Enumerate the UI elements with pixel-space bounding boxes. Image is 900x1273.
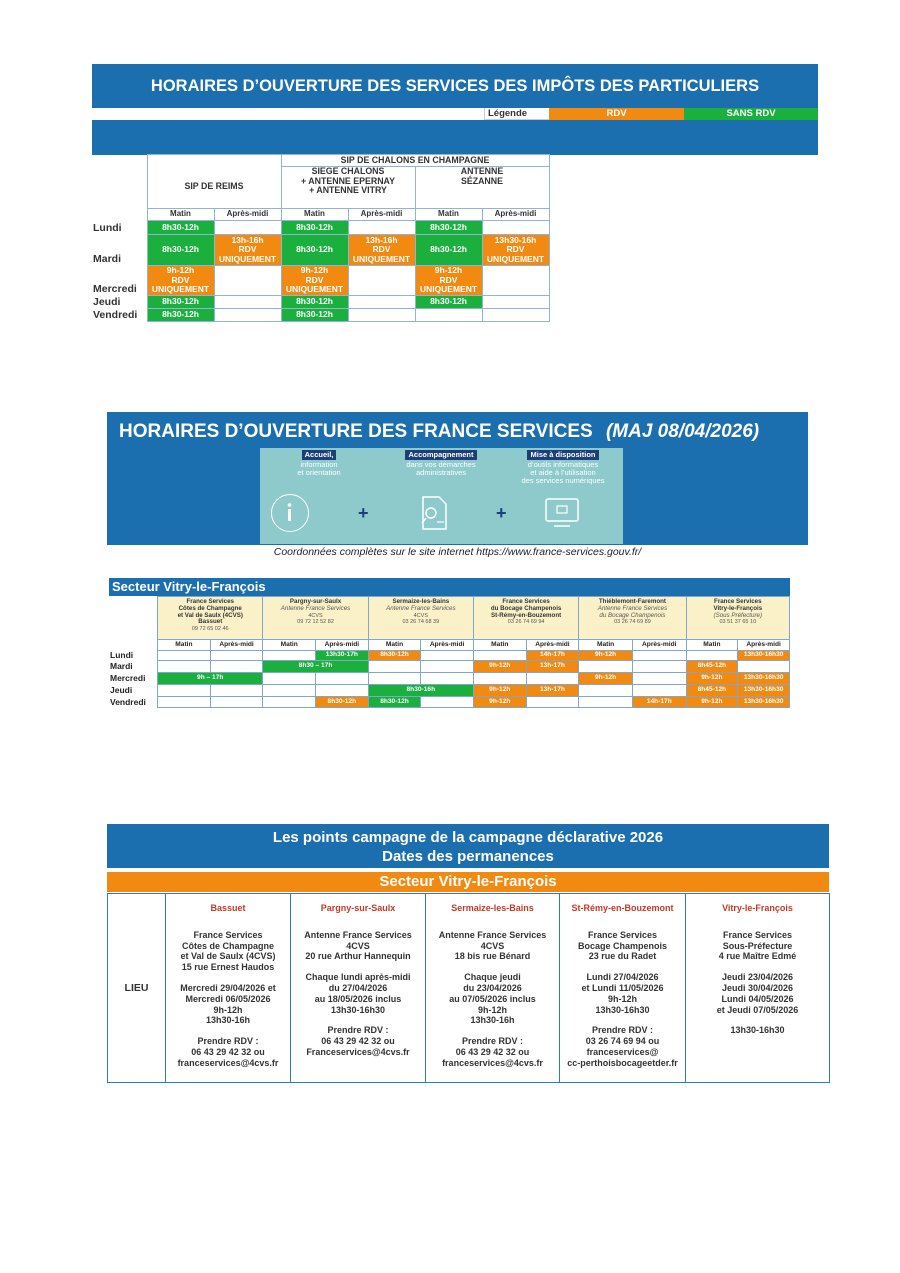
permanence-cell bbox=[166, 894, 291, 1083]
campagne-title: Les points campagne de la campagne déclarative 2026 bbox=[272, 829, 664, 846]
permanence-line: 13h30-16h bbox=[470, 1015, 515, 1026]
matin-header: Matin bbox=[579, 640, 633, 651]
slot-cell-rdv: 13h-17h bbox=[526, 661, 579, 673]
permanence-line: Chaque lundi après-midi bbox=[305, 972, 411, 983]
table-row bbox=[92, 296, 549, 309]
permanence-line: au 07/05/2026 inclus bbox=[449, 993, 536, 1004]
legend-sans-rdv: SANS RDV bbox=[684, 108, 818, 120]
campagne-table bbox=[107, 893, 830, 1083]
permanence-line: Prendre RDV : bbox=[197, 1036, 259, 1047]
siege-chalons-header: SIEGE CHALONS + ANTENNE EPERNAY + ANTENNE VITRY bbox=[281, 167, 415, 209]
slot-cell: 8h30-12h bbox=[368, 697, 421, 708]
permanence-line: 03 26 74 69 94 ou bbox=[585, 1036, 660, 1047]
slot-cell: 8h30-12h bbox=[147, 235, 214, 266]
slot-cell-rdv: 9h-12h bbox=[473, 685, 526, 697]
services-panel bbox=[260, 448, 623, 544]
sip-reims-header: SIP DE REIMS bbox=[147, 167, 281, 209]
centre-header: France Services du Bocage Champenois St-Rémy-en-Bouzemont 03 26 74 69 94 bbox=[473, 597, 578, 640]
info-icon bbox=[271, 494, 309, 532]
spacer bbox=[291, 1015, 425, 1025]
slot-cell-rdv: 9h-12h bbox=[686, 697, 738, 708]
permanence-line: 13h30-16h30 bbox=[330, 1004, 386, 1015]
slot-cell: 8h30-12h bbox=[281, 221, 348, 235]
matin-header: Matin bbox=[158, 640, 211, 651]
maj-date: (MAJ 08/04/2026) bbox=[605, 421, 760, 442]
legend-rdv: RDV bbox=[549, 108, 684, 120]
centre-header: Pargny-sur-Saulx Antenne France Services 4CVS 09 72 12 52 82 bbox=[263, 597, 368, 640]
apres-header: Après-midi bbox=[421, 640, 474, 651]
permanence-line: 20 rue Arthur Hannequin bbox=[305, 951, 411, 962]
town-name: Bassuet bbox=[210, 903, 246, 913]
slot-cell-rdv: 14h-17h bbox=[632, 697, 686, 708]
impots-band bbox=[92, 120, 818, 155]
town-name: Vitry-le-François bbox=[722, 903, 793, 913]
spacer bbox=[291, 962, 425, 972]
permanence-line: Antenne France Services bbox=[438, 929, 547, 940]
permanence-cell bbox=[426, 894, 560, 1083]
permanence-line: 4CVS bbox=[480, 940, 505, 951]
slot-cell-rdv: 9h-12h RDV UNIQUEMENT bbox=[147, 266, 214, 296]
permanence-line: et Jeudi 07/05/2026 bbox=[716, 1004, 799, 1015]
table-row bbox=[109, 697, 790, 708]
slot-cell-rdv: 13h-16h RDV UNIQUEMENT bbox=[214, 235, 281, 266]
antenne-sezanne-header: ANTENNE SÉZANNE bbox=[415, 167, 549, 209]
slot-cell: 8h30-12h bbox=[415, 235, 482, 266]
slot-cell-rdv: 8h30-12h bbox=[368, 651, 421, 661]
day-label: Lundi bbox=[93, 221, 122, 234]
slot-cell-rdv: 9h-12h bbox=[579, 673, 633, 685]
matin-header: Matin bbox=[686, 640, 738, 651]
permanence-line: Bocage Champenois bbox=[577, 940, 668, 951]
slot-cell-rdv: 9h-12h RDV UNIQUEMENT bbox=[281, 266, 348, 296]
slot-cell-rdv: 9h-12h bbox=[579, 651, 633, 661]
permanence-line: cc-perthoisbocageetder.fr bbox=[567, 1057, 678, 1068]
permanence-line: et Lundi 11/05/2026 bbox=[581, 982, 664, 993]
day-label: Jeudi bbox=[93, 295, 121, 308]
apres-header: Après-midi bbox=[214, 209, 281, 221]
spacer bbox=[560, 962, 685, 972]
day-label: Mercredi bbox=[110, 673, 146, 684]
slot-cell-rdv: 13h30-16h30 bbox=[738, 697, 790, 708]
spacer bbox=[560, 1015, 685, 1025]
permanence-line: Jeudi 30/04/2026 bbox=[721, 982, 794, 993]
slot-cell: 13h30-17h bbox=[316, 651, 369, 661]
permanence-line: 06 43 29 42 32 ou bbox=[191, 1046, 265, 1057]
slot-cell-rdv: 9h-12h bbox=[473, 661, 526, 673]
slot-cell-rdv: 13h-16h RDV UNIQUEMENT bbox=[348, 235, 415, 266]
day-label: Jeudi bbox=[110, 685, 133, 696]
slot-cell: 8h30-12h bbox=[147, 309, 214, 322]
apres-header: Après-midi bbox=[316, 640, 369, 651]
day-label: Mardi bbox=[110, 661, 133, 672]
centre-header: Thiéblemont-Faremont Antenne France Services du Bocage Champenois 03 26 74 69 89 bbox=[579, 597, 686, 640]
sip-chalons-header: SIP DE CHALONS EN CHAMPAGNE bbox=[281, 155, 549, 167]
matin-header: Matin bbox=[263, 640, 316, 651]
permanence-line: France Services bbox=[587, 929, 658, 940]
town-name: St-Rémy-en-Bouzemont bbox=[571, 903, 674, 913]
slot-cell-rdv: 8h30-12h bbox=[316, 697, 369, 708]
slot-cell: 8h30-12h bbox=[415, 296, 482, 309]
permanence-line: et Val de Saulx (4CVS) bbox=[180, 951, 276, 962]
day-label: Mardi bbox=[93, 252, 122, 265]
apres-header: Après-midi bbox=[738, 640, 790, 651]
permanence-line: Antenne France Services bbox=[304, 929, 412, 940]
permanence-line: 06 43 29 42 32 ou bbox=[321, 1036, 395, 1047]
slot-cell-rdv: 13h30-16h30 bbox=[738, 651, 790, 661]
feature-accompagnement: Accompagnement dans vos démarches administratives bbox=[406, 450, 476, 477]
spacer bbox=[686, 1015, 829, 1025]
permanence-line: France Services bbox=[193, 929, 263, 940]
table-row bbox=[92, 266, 549, 296]
centre-header: Sermaize-les-Bains Antenne France Services 4CVS 03 26 74 68 39 bbox=[368, 597, 473, 640]
permanence-line: 23 rue du Radet bbox=[588, 951, 657, 962]
impots-title-banner bbox=[92, 64, 818, 108]
table-row bbox=[92, 235, 549, 266]
table-row bbox=[108, 894, 830, 1083]
matin-header: Matin bbox=[147, 209, 214, 221]
permanence-line: France Services bbox=[722, 929, 793, 940]
matin-header: Matin bbox=[281, 209, 348, 221]
permanence-line: franceservices@4cvs.fr bbox=[177, 1057, 279, 1068]
permanence-line: Jeudi 23/04/2026 bbox=[721, 972, 794, 983]
spacer bbox=[166, 973, 290, 983]
permanence-line: 4CVS bbox=[346, 940, 370, 951]
permanence-line: Prendre RDV : bbox=[461, 1036, 523, 1047]
permanence-line: 13h30-16h30 bbox=[595, 1004, 650, 1015]
permanence-line: 13h30-16h bbox=[205, 1015, 251, 1026]
permanence-cell bbox=[291, 894, 426, 1083]
permanence-line: 4 rue Maître Edmé bbox=[718, 951, 797, 962]
apres-header: Après-midi bbox=[482, 209, 549, 221]
permanence-line: 13h30-16h30 bbox=[730, 1025, 785, 1036]
permanence-line: 18 bis rue Bénard bbox=[454, 951, 531, 962]
centre-header: France Services Côtes de Champagne et Val de Saulx (4CVS) Bassuet 09 72 65 02 46 bbox=[158, 597, 263, 640]
day-label: Lundi bbox=[110, 650, 134, 661]
slot-cell: 8h30 – 17h bbox=[263, 661, 368, 673]
slot-cell-rdv: 13h30-16h RDV UNIQUEMENT bbox=[482, 235, 549, 266]
france-services-table bbox=[109, 596, 790, 708]
table-row bbox=[92, 309, 549, 322]
permanence-line: Mercredi 29/04/2026 et bbox=[180, 982, 276, 993]
slot-cell-rdv: 8h45-12h bbox=[686, 661, 738, 673]
permanence-line: 15 rue Ernest Haudos bbox=[181, 962, 275, 973]
slot-cell-rdv: 8h45-12h bbox=[686, 685, 738, 697]
permanence-line: 06 43 29 42 32 ou bbox=[455, 1046, 530, 1057]
table-row bbox=[109, 673, 790, 685]
matin-header: Matin bbox=[473, 640, 526, 651]
slot-cell-rdv: 13h-17h bbox=[526, 685, 579, 697]
apres-header: Après-midi bbox=[210, 640, 263, 651]
spacer bbox=[426, 962, 559, 972]
permanence-line: franceservices@4cvs.fr bbox=[442, 1057, 543, 1068]
lieu-label: LIEU bbox=[108, 894, 166, 1083]
permanence-line: Franceservices@4cvs.fr bbox=[306, 1046, 410, 1057]
slot-cell: 9h – 17h bbox=[158, 673, 263, 685]
permanence-line: au 18/05/2026 inclus bbox=[314, 993, 402, 1004]
slot-cell-rdv: 14h-17h bbox=[526, 651, 579, 661]
feature-accueil: Accueil, information et orientation bbox=[297, 450, 341, 477]
matin-header: Matin bbox=[368, 640, 421, 651]
legend-label: Légende bbox=[484, 108, 640, 120]
spacer bbox=[166, 1026, 290, 1036]
day-label: Mercredi bbox=[93, 282, 137, 295]
table-row bbox=[109, 661, 790, 673]
permanence-line: franceservices@ bbox=[586, 1046, 659, 1057]
permanence-line: Chaque jeudi bbox=[464, 972, 521, 983]
impots-title: HORAIRES D’OUVERTURE DES SERVICES DES IMPÔTS DES PARTICULIERS bbox=[150, 76, 760, 95]
campagne-title-banner bbox=[107, 824, 829, 868]
plus-icon: + bbox=[358, 503, 369, 523]
permanence-line: Prendre RDV : bbox=[591, 1025, 653, 1036]
slot-cell-rdv: 9h-12h RDV UNIQUEMENT bbox=[415, 266, 482, 296]
permanence-cell bbox=[686, 894, 830, 1083]
plus-icon: + bbox=[496, 503, 507, 523]
apres-header: Après-midi bbox=[632, 640, 686, 651]
permanence-line: Côtes de Champagne bbox=[181, 940, 275, 951]
permanence-line: Lundi 27/04/2026 bbox=[586, 972, 659, 983]
slot-cell-rdv: 13h30-16h30 bbox=[738, 673, 790, 685]
document-search-icon bbox=[415, 494, 453, 532]
day-label: Vendredi bbox=[93, 308, 138, 321]
apres-header: Après-midi bbox=[526, 640, 579, 651]
permanence-line: 9h-12h bbox=[213, 1004, 243, 1015]
france-services-title: HORAIRES D’OUVERTURE DES FRANCE SERVICES (MAJ 08/04/2026) bbox=[119, 421, 760, 442]
table-row bbox=[109, 685, 790, 697]
permanence-line: du 23/04/2026 bbox=[463, 982, 522, 993]
slot-cell: 8h30-12h bbox=[281, 296, 348, 309]
impots-table bbox=[92, 154, 550, 322]
campagne-sector-title: Secteur Vitry-le-François bbox=[107, 872, 829, 892]
france-services-banner bbox=[107, 412, 808, 545]
slot-cell-rdv: 9h-12h bbox=[686, 673, 738, 685]
slot-cell: 8h30-12h bbox=[147, 296, 214, 309]
period-row bbox=[92, 209, 549, 221]
table-row bbox=[109, 651, 790, 661]
slot-cell: 8h30-12h bbox=[415, 221, 482, 235]
slot-cell: 8h30-16h bbox=[368, 685, 473, 697]
computer-icon bbox=[542, 494, 580, 532]
impots-legend bbox=[92, 108, 818, 120]
slot-cell: 8h30-12h bbox=[281, 309, 348, 322]
campagne-subtitle: Dates des permanences bbox=[382, 848, 554, 865]
centre-header: France Services Vitry-le-François (Sous Préfecture) 03 51 37 65 10 bbox=[686, 597, 789, 640]
day-label: Vendredi bbox=[110, 696, 146, 707]
town-name: Sermaize-les-Bains bbox=[451, 903, 534, 913]
permanence-line: Sous-Préfecture bbox=[722, 940, 793, 951]
spacer bbox=[426, 1026, 559, 1036]
feature-mise-a-disposition: Mise à disposition d’outils informatiques et aide à l’utilisation des services numériques bbox=[521, 450, 605, 485]
permanence-line: Prendre RDV : bbox=[327, 1025, 389, 1036]
town-name: Pargny-sur-Saulx bbox=[320, 903, 396, 913]
permanence-cell bbox=[560, 894, 686, 1083]
table-row bbox=[92, 221, 549, 235]
permanence-line: 9h-12h bbox=[607, 993, 637, 1004]
spacer bbox=[686, 962, 829, 972]
slot-cell: 8h30-12h bbox=[147, 221, 214, 235]
permanence-line: 9h-12h bbox=[477, 1004, 507, 1015]
slot-cell-rdv: 9h-12h bbox=[473, 697, 526, 708]
permanence-line: Lundi 04/05/2026 bbox=[721, 993, 794, 1004]
sector-title: Secteur Vitry-le-François bbox=[109, 578, 790, 596]
matin-header: Matin bbox=[415, 209, 482, 221]
slot-cell: 8h30-12h bbox=[281, 235, 348, 266]
slot-cell-rdv: 13h30-16h30 bbox=[738, 685, 790, 697]
website-link[interactable]: Coordonnées complètes sur le site internet https://www.france-services.gouv.fr/ bbox=[273, 546, 642, 558]
period-row bbox=[109, 640, 790, 651]
apres-header: Après-midi bbox=[348, 209, 415, 221]
permanence-line: du 27/04/2026 bbox=[328, 982, 388, 993]
permanence-line: Mercredi 06/05/2026 bbox=[185, 993, 271, 1004]
